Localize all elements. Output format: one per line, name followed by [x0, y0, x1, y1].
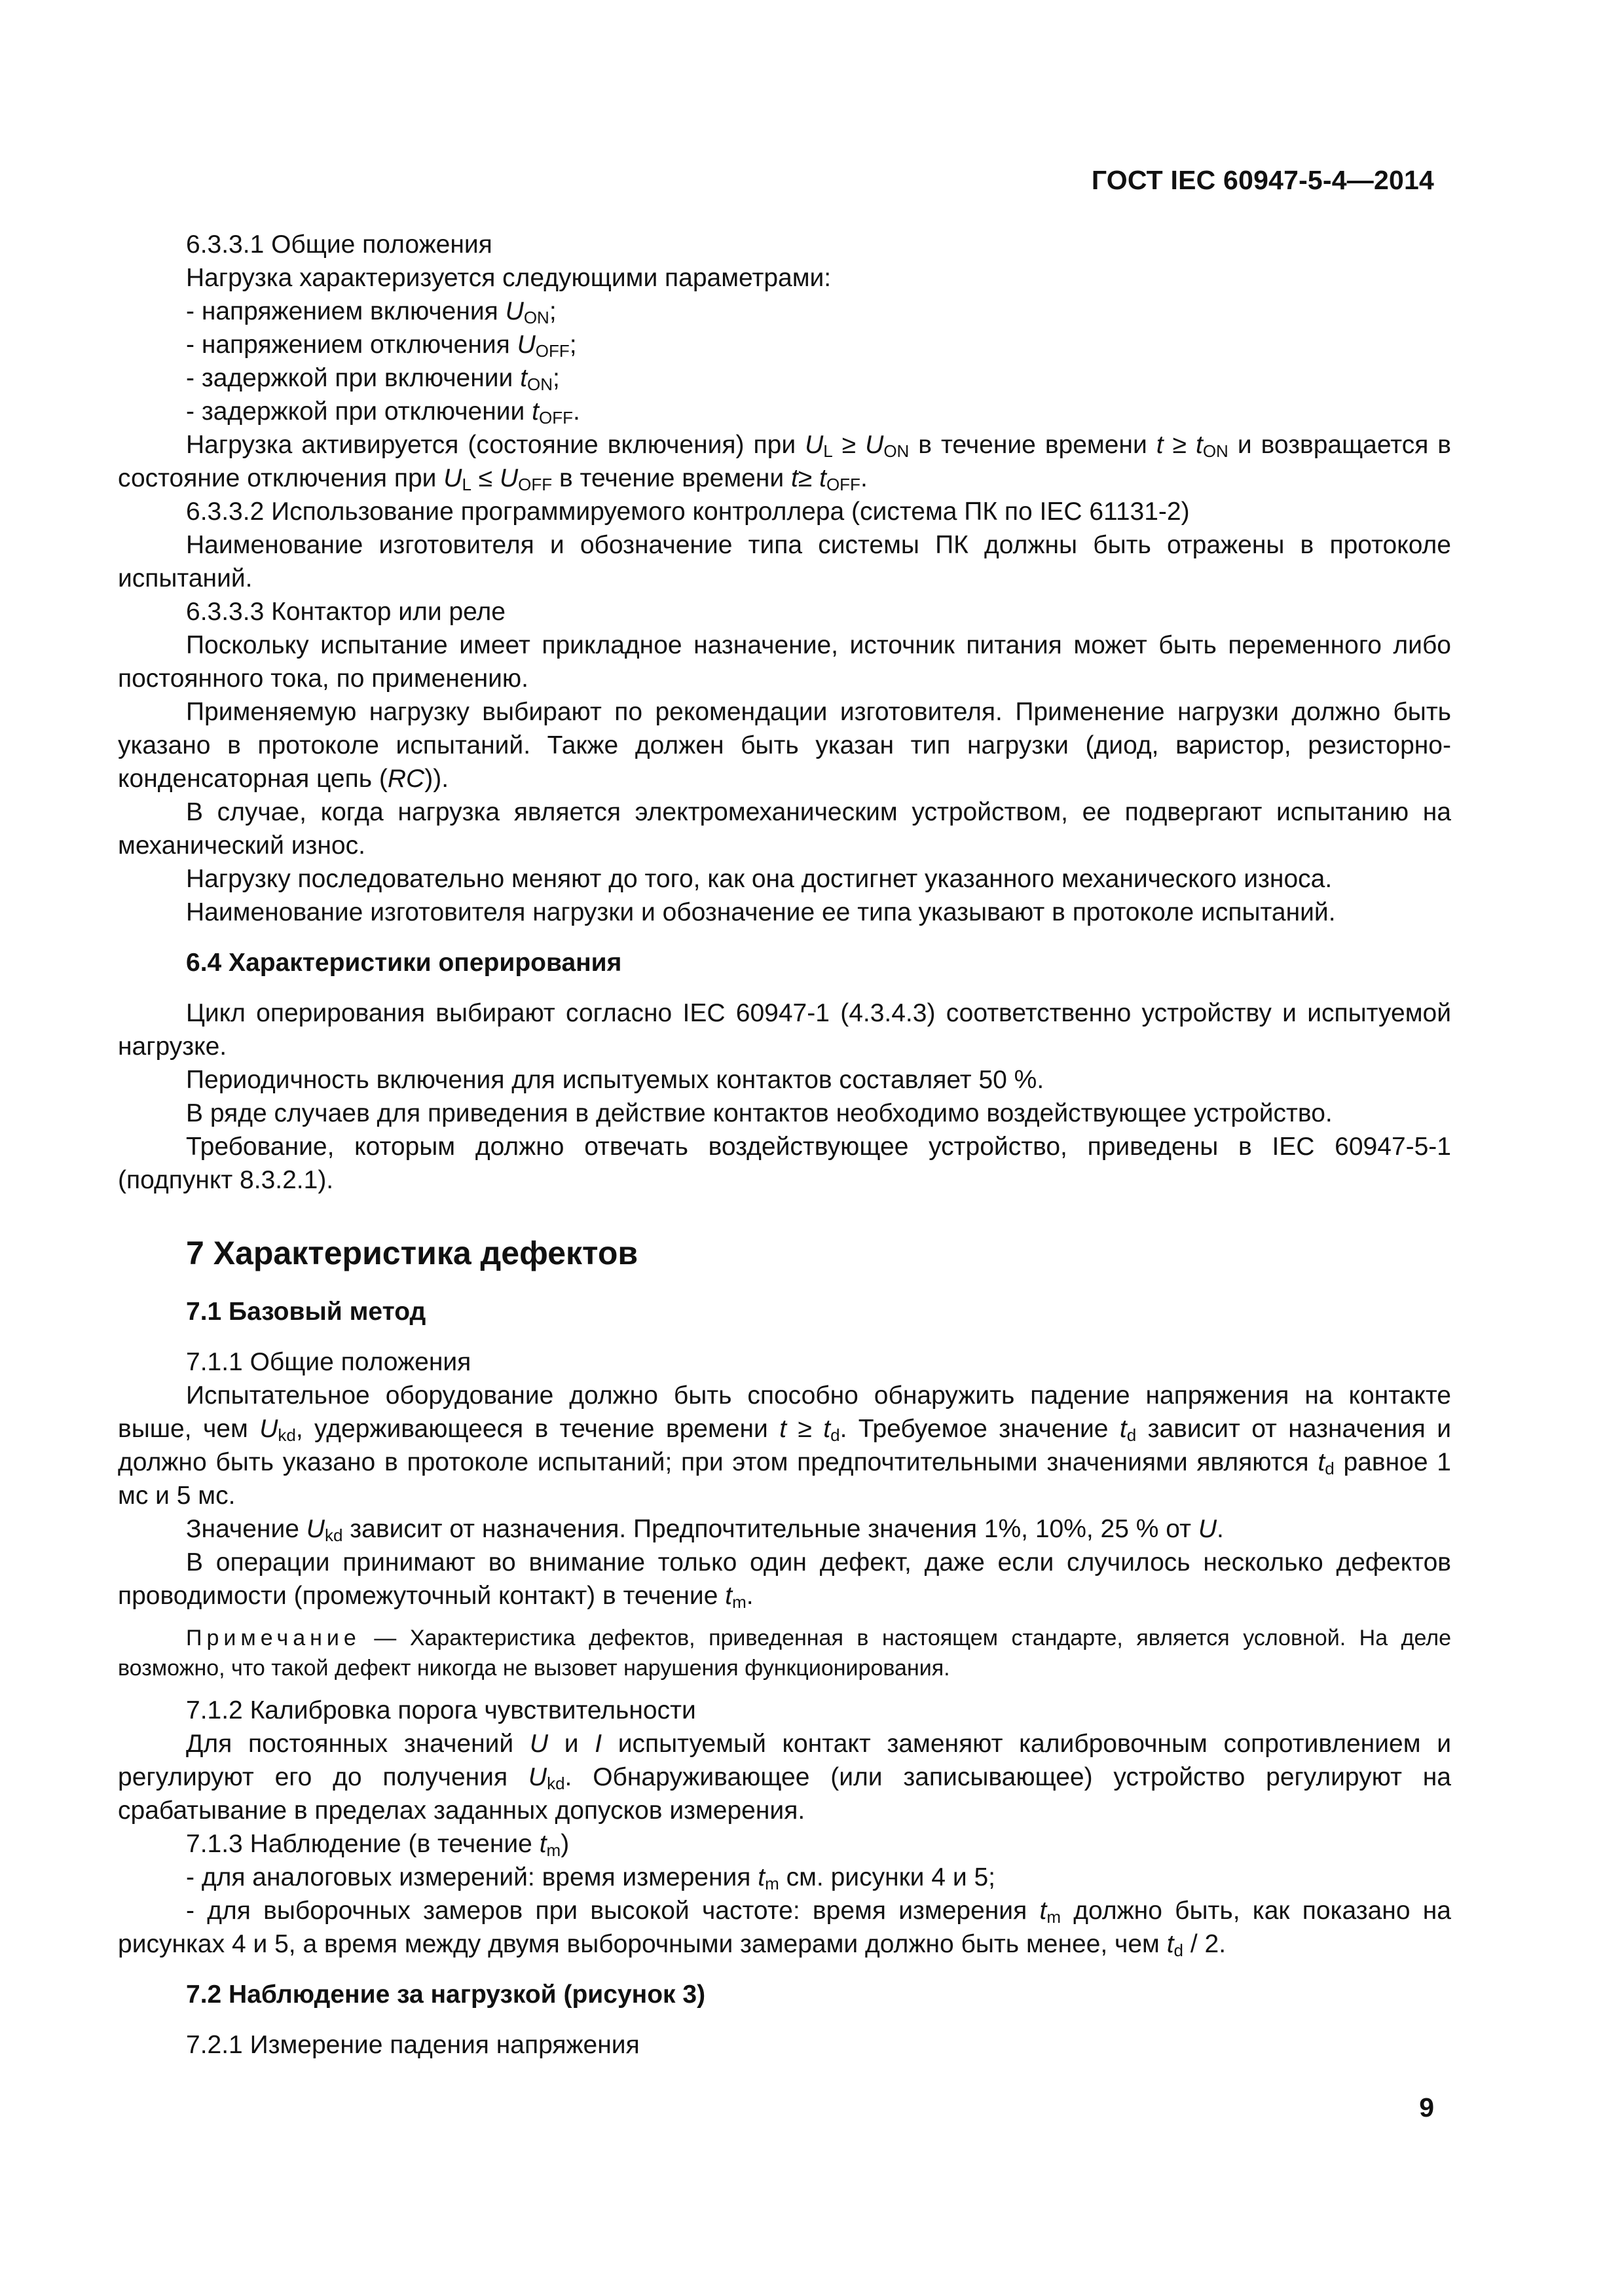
document-header: ГОСТ IEC 60947-5-4—2014	[1091, 165, 1434, 195]
paragraph: Требование, которым должно отвечать воздействующее устройство, приведены в IEC 60947-5-1 (подпункт 8.3.2.1).	[118, 1133, 1451, 1194]
clause-6-3-3-3: 6.3.3.3 Контактор или реле	[186, 598, 506, 626]
clause-6-3-3-1: 6.3.3.1 Общие положения	[186, 230, 492, 259]
note-text: — Характеристика дефектов, приведенная в настоящем стандарте, является условной. На деле возможно, что такой дефект никогда не вызовет нарушения функционирования.	[118, 1626, 1451, 1681]
paragraph: Для постоянных значений U и I испытуемый контакт заменяют калибровочным сопротивлением и регулируют его до получения $U_{kd}$. Обнаруживающее (или записывающее) устройство регулируют на срабатывание в пределах заданных допусков измерения.	[118, 1730, 1451, 1825]
paragraph: Наименование изготовителя нагрузки и обозначение ее типа указывают в протоколе испытаний.	[186, 898, 1336, 926]
paragraph: Нагрузка характеризуется следующими параметрами:	[186, 264, 832, 292]
clause-6-3-3-2: 6.3.3.2 Использование программируемого контроллера (система ПК по IEC 61131-2)	[186, 498, 1190, 526]
list-item: - задержкой при отключении $t_{OFF}$.	[186, 397, 580, 428]
paragraph: Нагрузку последовательно меняют до того, как она достигнет указанного механического износа.	[186, 865, 1333, 893]
paragraph: Наименование изготовителя и обозначение типа системы ПК должны быть отражены в протоколе испытаний.	[118, 531, 1451, 592]
paragraph: Нагрузка активируется (состояние включения) при $U_L \ge U_{ON}$ в течение времени $t \ge t_{ON}$ и возвращается в состояние отключения при $U_L \le U_{OFF}$ в течение времени $t\ge t_{OFF}$.	[118, 431, 1452, 494]
list-item: - для выборочных замеров при высокой частоте: время измерения $t_m$ должно быть, как показано на рисунках 4 и 5, а время между двумя выборочными замерами должно быть менее, чем $t_d / 2$.	[118, 1897, 1451, 1960]
note	[118, 1623, 1451, 1683]
paragraph: В операции принимают во внимание только один дефект, даже если случилось несколько дефектов проводимости (промежуточный контакт) в течение $t_m$.	[118, 1548, 1451, 1612]
list-item: - напряжением включения $U_{ON}$;	[186, 297, 557, 327]
section-heading-7-2: 7.2 Наблюдение за нагрузкой (рисунок 3)	[186, 1980, 706, 2009]
chapter-heading-7: 7 Характеристика дефектов	[186, 1235, 638, 1271]
paragraph: Поскольку испытание имеет прикладное назначение, источник питания может быть переменного либо постоянного тока, по применению.	[118, 631, 1451, 693]
section-heading-6-4: 6.4 Характеристики оперирования	[186, 949, 622, 977]
paragraph: Применяемую нагрузку выбирают по рекомендации изготовителя. Применение нагрузки должно быть указано в протоколе испытаний. Также должен быть указан тип нагрузки (диод, варистор, резисторно-конденсаторная цепь (RC)).	[118, 698, 1451, 793]
paragraph: Периодичность включения для испытуемых контактов составляет 50 %.	[186, 1066, 1044, 1094]
paragraph: В ряде случаев для приведения в действие контактов необходимо воздействующее устройство.	[186, 1099, 1333, 1127]
list-item: - задержкой при включении $t_{ON}$;	[186, 364, 560, 394]
section-heading-7-1: 7.1 Базовый метод	[186, 1298, 426, 1326]
clause-7-2-1: 7.2.1 Измерение падения напряжения	[186, 2031, 640, 2059]
paragraph: Значение $U_{kd}$ зависит от назначения. Предпочтительные значения 1%, 10%, 25 % от U.	[186, 1515, 1224, 1545]
note-label: Примечание	[186, 1626, 361, 1650]
clause-7-1-2: 7.1.2 Калибровка порога чувствительности	[186, 1696, 696, 1724]
list-item: - для аналоговых измерений: время измерения $t_m$ см. рисунки 4 и 5;	[186, 1863, 995, 1893]
clause-7-1-3: 7.1.3 Наблюдение (в течение $t_m$)	[186, 1830, 570, 1860]
list-item: - напряжением отключения $U_{OFF}$;	[186, 331, 577, 361]
paragraph: Испытательное оборудование должно быть способно обнаружить падение напряжения на контакте выше, чем $U_{kd}$, удерживающееся в течение времени $t \ge t_d$. Требуемое значение $t_d$ зависит от назначения и должно быть указано в протоколе испытаний; при этом предпочтительными значениями являются $t_d$ равное 1 мс и 5 мс.	[118, 1381, 1451, 1510]
paragraph: В случае, когда нагрузка является электромеханическим устройством, ее подвергают испытанию на механический износ.	[118, 798, 1451, 860]
paragraph: Цикл оперирования выбирают согласно IEC 60947-1 (4.3.4.3) соответственно устройству и испытуемой нагрузке.	[118, 999, 1451, 1061]
page-number: 9	[1419, 2092, 1434, 2123]
document-body	[118, 228, 1451, 2062]
clause-7-1-1: 7.1.1 Общие положения	[186, 1348, 471, 1376]
